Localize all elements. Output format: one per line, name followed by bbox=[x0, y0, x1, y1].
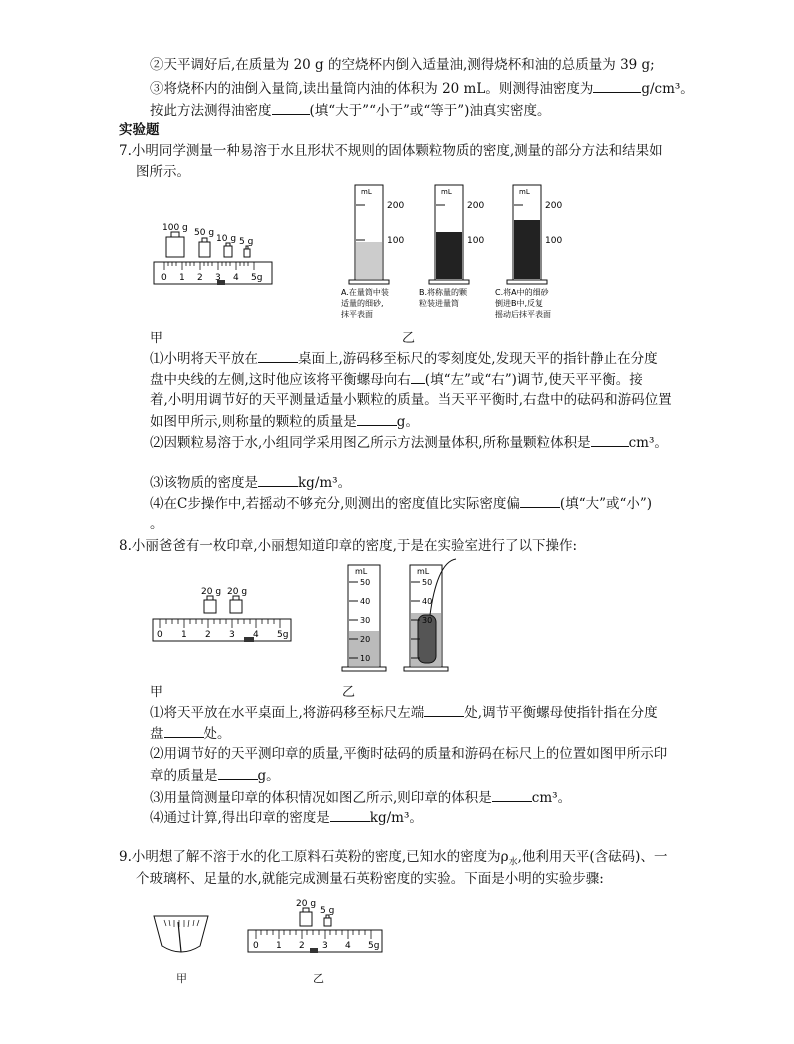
mark-label: 30 bbox=[360, 616, 371, 625]
compare-hint: (填“大于”“小于”或“等于”)油真实密度。 bbox=[309, 103, 551, 119]
weight-label: 5 g bbox=[239, 237, 254, 247]
q7-part3 bbox=[150, 473, 351, 492]
q8-part2-line2 bbox=[150, 766, 280, 785]
q8-p1a: ⑴将天平放在水平桌面上,将游码移至标尺左端 bbox=[150, 705, 425, 721]
q8-p1c: 盘 bbox=[150, 726, 164, 742]
q7-p3a: ⑶该物质的密度是 bbox=[150, 475, 258, 491]
q8-stem: 8.小丽爸爸有一枚印章,小丽想知道印章的密度,于是在实验室进行了以下操作: bbox=[119, 538, 578, 554]
q8-fig-yi: 乙 bbox=[342, 685, 356, 700]
prev-step-3-text: ③将烧杯内的油倒入量筒,读出量筒内油的体积为 20 mL。则测得油密度为 bbox=[150, 81, 594, 97]
q7-p4b: (填“大”或“小”) bbox=[559, 496, 653, 512]
mark-label: 50 bbox=[360, 578, 371, 587]
weight-20g bbox=[300, 912, 312, 926]
weight-100g bbox=[166, 237, 184, 257]
mark-label: 100 bbox=[545, 236, 563, 246]
q9-balance-figure bbox=[246, 896, 386, 962]
unit-label: mL bbox=[417, 567, 430, 576]
weight-label: 5 g bbox=[320, 906, 335, 916]
q9-fig-jia: 甲 bbox=[176, 972, 187, 985]
q7-p2b: cm³。 bbox=[628, 435, 668, 451]
q7-balance-figure bbox=[150, 212, 280, 288]
q7-cylinders-figure bbox=[335, 180, 585, 330]
q7-p1g: g。 bbox=[396, 414, 419, 430]
tick-label: 4 bbox=[233, 273, 239, 283]
answer-blank[interactable] bbox=[258, 473, 298, 487]
q8-p3b: cm³。 bbox=[531, 790, 572, 806]
mark-label: 50 bbox=[422, 578, 433, 587]
weight-label: 20 g bbox=[201, 587, 222, 597]
q9-dial-figure bbox=[150, 912, 212, 972]
tick-label: 3 bbox=[229, 630, 235, 640]
tick-label: 1 bbox=[276, 941, 282, 951]
q8-p2c: g。 bbox=[257, 768, 280, 784]
q8-balance-figure bbox=[150, 585, 295, 651]
q7-part2 bbox=[150, 433, 668, 452]
q8-p4a: ⑷通过计算,得出印章的密度是 bbox=[150, 810, 330, 826]
rider bbox=[310, 948, 318, 953]
water-subscript: 水 bbox=[508, 857, 518, 868]
tick-label: 0 bbox=[253, 941, 259, 951]
q7-part4-end: 。 bbox=[150, 516, 164, 532]
mark-label: 200 bbox=[467, 201, 485, 211]
q7-stem-line2: 图所示。 bbox=[136, 164, 190, 180]
q8-fig-jia: 甲 bbox=[150, 685, 164, 700]
tick-label: 5g bbox=[277, 630, 289, 640]
mark-label: 40 bbox=[360, 597, 371, 606]
q7-part4 bbox=[150, 494, 652, 513]
q8-part3 bbox=[150, 788, 571, 807]
q7-p1c: 盘中央线的左侧,这时他应该将平衡螺母向右 bbox=[150, 372, 411, 388]
answer-blank[interactable] bbox=[218, 766, 258, 780]
q9-stem-line1 bbox=[119, 848, 667, 872]
q8-p2b: 章的质量是 bbox=[150, 768, 218, 784]
weight-5g bbox=[324, 918, 331, 926]
tick-label: 2 bbox=[197, 273, 203, 283]
answer-blank[interactable] bbox=[164, 724, 204, 738]
q7-p2a: ⑵因颗粒易溶于水,小组同学采用图乙所示方法测量体积,所称量颗粒体积是 bbox=[150, 435, 591, 451]
scale-ruler bbox=[153, 619, 291, 641]
weight-20g bbox=[204, 600, 216, 613]
q7-part1-line1 bbox=[150, 349, 658, 368]
tick-label: 3 bbox=[215, 273, 221, 283]
caption-c: 摇动后抹平表面 bbox=[495, 310, 551, 319]
mark-label: 200 bbox=[387, 201, 405, 211]
q7-fig-jia: 甲 bbox=[150, 331, 164, 346]
q9-fig-yi: 乙 bbox=[313, 972, 324, 985]
mark-label: 200 bbox=[545, 201, 563, 211]
tick-label: 5g bbox=[368, 941, 380, 951]
prev-step-2: ②天平调好后,在质量为 20 g 的空烧杯内倒入适量油,测得烧杯和油的总质量为 39 g; bbox=[150, 57, 655, 73]
answer-blank[interactable] bbox=[411, 370, 425, 384]
weight-10g bbox=[224, 246, 232, 257]
weight-label: 100 g bbox=[162, 223, 188, 233]
caption-c: 倒进B中,反复 bbox=[495, 299, 544, 308]
cylinder-a bbox=[349, 185, 404, 284]
q8-part1-line1 bbox=[150, 703, 658, 722]
q7-p1a: ⑴小明将天平放在 bbox=[150, 351, 258, 367]
answer-blank[interactable] bbox=[591, 433, 629, 447]
tick-label: 3 bbox=[322, 941, 328, 951]
mark-label: 10 bbox=[360, 654, 371, 663]
q7-stem-line1: 7.小明同学测量一种易溶于水且形状不规则的固体颗粒物质的密度,测量的部分方法和结果如 bbox=[119, 143, 663, 159]
caption-a: 抹平表面 bbox=[341, 310, 373, 319]
tick-label: 0 bbox=[161, 273, 167, 283]
answer-blank[interactable] bbox=[258, 349, 298, 363]
caption-a: A.在量筒中装 bbox=[341, 288, 389, 297]
tick-label: 2 bbox=[205, 630, 211, 640]
caption-b: B.将称量的颗 bbox=[419, 288, 468, 297]
tick-label: 4 bbox=[345, 941, 351, 951]
q7-fig-yi: 乙 bbox=[402, 331, 416, 346]
unit-label: mL bbox=[355, 567, 368, 576]
cylinder-b bbox=[429, 185, 484, 284]
cylinder-with-seal bbox=[404, 559, 456, 671]
q7-part1-line2 bbox=[150, 370, 643, 389]
q7-p1f: 如图甲所示,则称量的颗粒的质量是 bbox=[150, 414, 357, 430]
answer-blank[interactable] bbox=[357, 412, 397, 426]
q7-p4a: ⑷在C步操作中,若摇动不够充分,则测出的密度值比实际密度偏 bbox=[150, 496, 520, 512]
tick-label: 1 bbox=[179, 273, 185, 283]
cylinder-c bbox=[507, 185, 562, 284]
tick-label: 5g bbox=[251, 273, 263, 283]
answer-blank[interactable] bbox=[424, 703, 464, 717]
q7-part1-line4 bbox=[150, 412, 419, 431]
weight-label: 50 g bbox=[194, 228, 215, 238]
weight-label: 10 g bbox=[216, 234, 237, 244]
q8-p1b: 处,调节平衡螺母使指针指在分度 bbox=[464, 705, 658, 721]
caption-b: 粒装进量筒 bbox=[419, 299, 459, 308]
q8-part4 bbox=[150, 808, 423, 827]
weight-20g bbox=[230, 600, 242, 613]
cylinder-water bbox=[342, 565, 386, 671]
tick-label: 2 bbox=[299, 941, 305, 951]
answer-blank[interactable] bbox=[330, 808, 370, 822]
prev-step-3 bbox=[150, 79, 694, 98]
answer-blank[interactable] bbox=[520, 494, 560, 508]
answer-blank[interactable] bbox=[272, 101, 310, 115]
unit-label: mL bbox=[519, 188, 530, 196]
caption-a: 适量的细砂, bbox=[341, 299, 384, 308]
mark-label: 100 bbox=[467, 236, 485, 246]
q8-p1d: 处。 bbox=[203, 726, 231, 742]
mark-label: 40 bbox=[422, 597, 433, 606]
weight-50g bbox=[199, 242, 210, 257]
weight-label: 20 g bbox=[296, 899, 317, 909]
q8-p4b: kg/m³。 bbox=[369, 810, 423, 826]
weight-label: 20 g bbox=[227, 587, 248, 597]
unit-label: mL bbox=[361, 188, 372, 196]
caption-c: C.将A中的细砂 bbox=[495, 288, 549, 297]
weight-5g bbox=[244, 249, 250, 257]
unit-label: mL bbox=[441, 188, 452, 196]
compare-text: 按此方法测得油密度 bbox=[150, 103, 272, 119]
section-title: 实验题 bbox=[119, 122, 160, 138]
mark-label: 100 bbox=[387, 236, 405, 246]
q7-p1d: (填“左”或“右”)调节,使天平平衡。接 bbox=[424, 372, 643, 388]
q8-part2-line1: ⑵用调节好的天平测印章的质量,平衡时砝码的质量和游码在标尺上的位置如图甲所示印 bbox=[150, 746, 668, 762]
q9-stem-line2: 个玻璃杯、足量的水,就能完成测量石英粉密度的实验。下面是小明的实验步骤: bbox=[136, 871, 604, 887]
q9-stem1: 9.小明想了解不溶于水的化工原料石英粉的密度,已知水的密度为ρ bbox=[119, 849, 509, 865]
answer-blank[interactable] bbox=[492, 788, 532, 802]
q8-p3a: ⑶用量筒测量印章的体积情况如图乙所示,则印章的体积是 bbox=[150, 790, 492, 806]
unit-text: g/cm³。 bbox=[641, 81, 694, 97]
q9-stem1b: ,他利用天平(含砝码)、一 bbox=[517, 849, 668, 865]
tick-label: 1 bbox=[181, 630, 187, 640]
q7-part1-line3: 着,小明用调节好的天平测量适量小颗粒的质量。当天平平衡时,右盘中的砝码和游码位置 bbox=[150, 392, 672, 408]
mark-label: 30 bbox=[422, 616, 433, 625]
q7-p1b: 桌面上,游码移至标尺的零刻度处,发现天平的指针静止在分度 bbox=[298, 351, 658, 367]
q8-part1-line2 bbox=[150, 724, 231, 743]
prev-step-compare bbox=[150, 101, 550, 120]
answer-blank[interactable] bbox=[593, 79, 641, 93]
tick-label: 4 bbox=[253, 630, 259, 640]
q7-p3b: kg/m³。 bbox=[298, 475, 352, 491]
q8-cylinders-figure bbox=[338, 555, 468, 680]
mark-label: 20 bbox=[360, 635, 371, 644]
tick-label: 0 bbox=[157, 630, 163, 640]
